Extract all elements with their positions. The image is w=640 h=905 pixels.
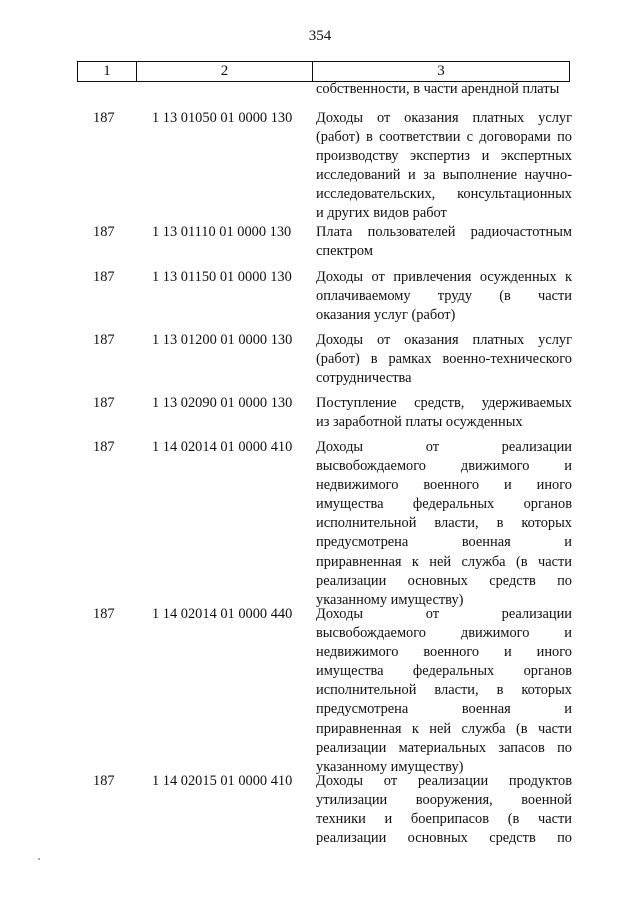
description-line: приравненная к ней служба (в части (316, 553, 572, 570)
description-cell (316, 438, 572, 610)
admin-code-cell: 187 (93, 269, 115, 285)
description-line: недвижимого военного и иного (316, 477, 572, 494)
kbk-code-cell: 1 14 02015 01 0000 410 (152, 773, 293, 789)
admin-code-cell: 187 (93, 439, 115, 455)
description-cell (316, 109, 572, 224)
description-line: Доходы от оказания платных услуг (316, 332, 572, 348)
description-line: исполнительной власти, в которых (316, 515, 572, 532)
admin-code-cell: 187 (93, 224, 115, 240)
admin-code-cell: 187 (93, 395, 115, 411)
kbk-code-cell: 1 13 01050 01 0000 130 (152, 110, 293, 126)
description-line: из заработной платы осужденных (316, 414, 523, 431)
kbk-code-cell: 1 13 01110 01 0000 130 (152, 224, 292, 240)
description-line: предусмотрена военная и (316, 701, 572, 718)
description-line: и других видов работ (316, 205, 447, 222)
description-line: указанному имуществу) (316, 591, 464, 608)
description-line: (работ) в соответствии с договорами по (316, 129, 572, 146)
kbk-code-cell: 1 14 02014 01 0000 440 (152, 606, 293, 622)
admin-code-cell: 187 (93, 606, 115, 622)
kbk-code-cell: 1 13 01200 01 0000 130 (152, 332, 293, 348)
description-line: Доходы от реализации продуктов (316, 773, 572, 789)
description-line: Доходы от реализации (316, 439, 572, 455)
description-line: собственности, в части арендной платы (316, 81, 560, 97)
description-line: исследовательских, консультационных (316, 186, 572, 203)
header-col-2: 2 (136, 62, 312, 81)
admin-code-cell: 187 (93, 773, 115, 789)
description-line: реализации основных средств по (316, 830, 572, 847)
description-line: высвобождаемого движимого и (316, 458, 572, 475)
description-line: приравненная к ней служба (в части (316, 720, 572, 737)
description-cell (316, 223, 572, 261)
description-line: указанному имуществу) (316, 758, 464, 775)
page-number: 354 (308, 28, 332, 44)
description-cell (316, 605, 572, 777)
description-line: (работ) в рамках военно-технического (316, 351, 572, 368)
table-header (77, 61, 570, 82)
description-line: Поступление средств, удерживаемых (316, 395, 572, 411)
description-line: исследований и за выполнение научно- (316, 167, 572, 184)
scan-speck (38, 858, 40, 860)
description-line: спектром (316, 243, 373, 260)
description-cell (316, 772, 572, 848)
kbk-code-cell: 1 13 01150 01 0000 130 (152, 269, 292, 285)
description-cell (316, 331, 572, 388)
description-line: реализации материальных запасов по (316, 739, 572, 756)
description-line: оплачиваемому труду (в части (316, 288, 572, 305)
description-line: Плата пользователей радиочастотным (316, 224, 572, 240)
description-line: Доходы от оказания платных услуг (316, 110, 572, 126)
description-line: имущества федеральных органов (316, 663, 572, 680)
kbk-code-cell: 1 13 02090 01 0000 130 (152, 395, 293, 411)
description-line: сотрудничества (316, 370, 412, 387)
description-cell (316, 268, 572, 325)
description-line: утилизации вооружения, военной (316, 792, 572, 809)
admin-code-cell: 187 (93, 332, 115, 348)
description-line: недвижимого военного и иного (316, 644, 572, 661)
header-col-3: 3 (312, 62, 569, 81)
description-line: Доходы от привлечения осужденных к (316, 269, 572, 285)
header-col-1: 1 (103, 63, 111, 79)
description-line: оказания услуг (работ) (316, 307, 456, 324)
description-line: реализации основных средств по (316, 572, 572, 589)
description-line: техники и боеприпасов (в части (316, 811, 572, 828)
admin-code-cell: 187 (93, 110, 115, 126)
kbk-code-cell: 1 14 02014 01 0000 410 (152, 439, 293, 455)
description-line: Доходы от реализации (316, 606, 572, 622)
description-line: исполнительной власти, в которых (316, 682, 572, 699)
description-line: производству экспертиз и экспертных (316, 148, 572, 165)
description-line: высвобождаемого движимого и (316, 625, 572, 642)
description-line: предусмотрена военная и (316, 534, 572, 551)
description-cell (316, 80, 572, 99)
description-cell (316, 394, 572, 432)
description-line: имущества федеральных органов (316, 496, 572, 513)
